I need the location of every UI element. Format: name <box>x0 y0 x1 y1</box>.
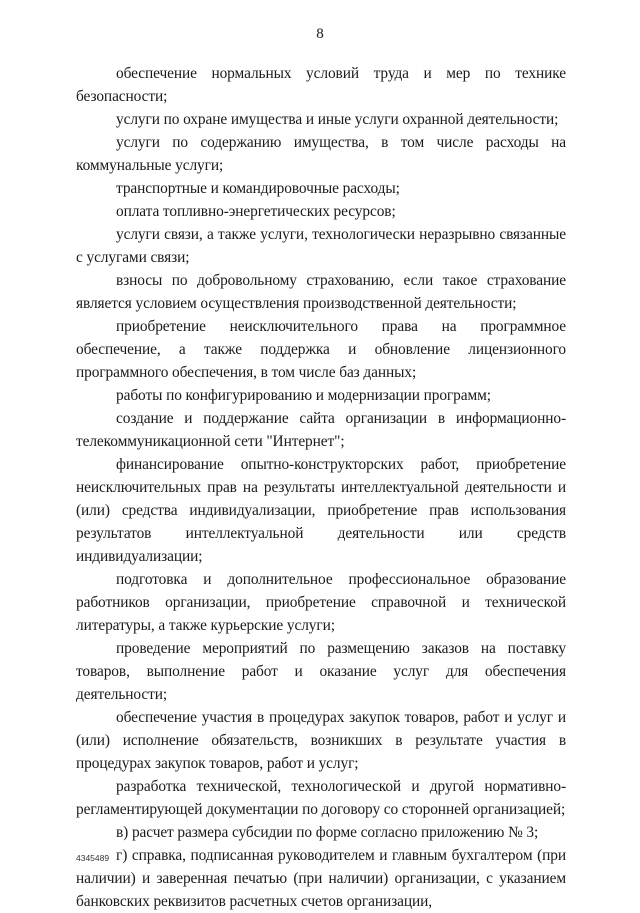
paragraph: в) расчет размера субсидии по форме согласно приложению № 3; <box>116 824 539 841</box>
paragraph: подготовка и дополнительное профессиональное образование работников организации, приобретение справочной и технической литературы, а также курьерские услуги; <box>76 571 566 634</box>
paragraph: услуги по содержанию имущества, в том числе расходы на коммунальные услуги; <box>76 134 566 174</box>
paragraph: услуги по охране имущества и иные услуги охранной деятельности; <box>116 111 559 128</box>
paragraph: обеспечение участия в процедурах закупок товаров, работ и услуг и (или) исполнение обязательств, возникших в результате участия в процедурах закупок товаров, работ и услуг; <box>76 709 566 772</box>
paragraph: оплата топливно-энергетических ресурсов; <box>116 203 396 220</box>
document-body <box>76 62 566 913</box>
paragraph: проведение мероприятий по размещению заказов на поставку товаров, выполнение работ и оказание услуг для обеспечения деятельности; <box>76 640 566 703</box>
paragraph: финансирование опытно-конструкторских работ, приобретение неисключительных прав на результаты интеллектуальной деятельности и (или) средства индивидуализации, приобретение прав использования результатов интеллектуальной деятельности или средств индивидуализации; <box>76 456 566 565</box>
paragraph: разработка технической, технологической и другой нормативно-регламентирующей документации по договору со сторонней организацией; <box>76 778 566 818</box>
page-number: 8 <box>316 26 324 42</box>
document-code: 4345489 <box>76 853 110 863</box>
paragraph: работы по конфигурированию и модернизации программ; <box>116 387 491 404</box>
paragraph: транспортные и командировочные расходы; <box>116 180 400 197</box>
paragraph: обеспечение нормальных условий труда и мер по технике безопасности; <box>76 65 566 105</box>
paragraph: г) справка, подписанная руководителем и главным бухгалтером (при наличии) и заверенная печатью (при наличии) организации, с указанием банковских реквизитов расчетных счетов организации, <box>76 847 566 910</box>
paragraph: взносы по добровольному страхованию, если такое страхование является условием осуществления производственной деятельности; <box>76 272 566 312</box>
paragraph: создание и поддержание сайта организации в информационно-телекоммуникационной сети "Интернет"; <box>76 410 566 450</box>
paragraph: услуги связи, а также услуги, технологически неразрывно связанные с услугами связи; <box>76 226 566 266</box>
paragraph: приобретение неисключительного права на программное обеспечение, а также поддержка и обновление лицензионного программного обеспечения, в том числе баз данных; <box>76 318 566 381</box>
